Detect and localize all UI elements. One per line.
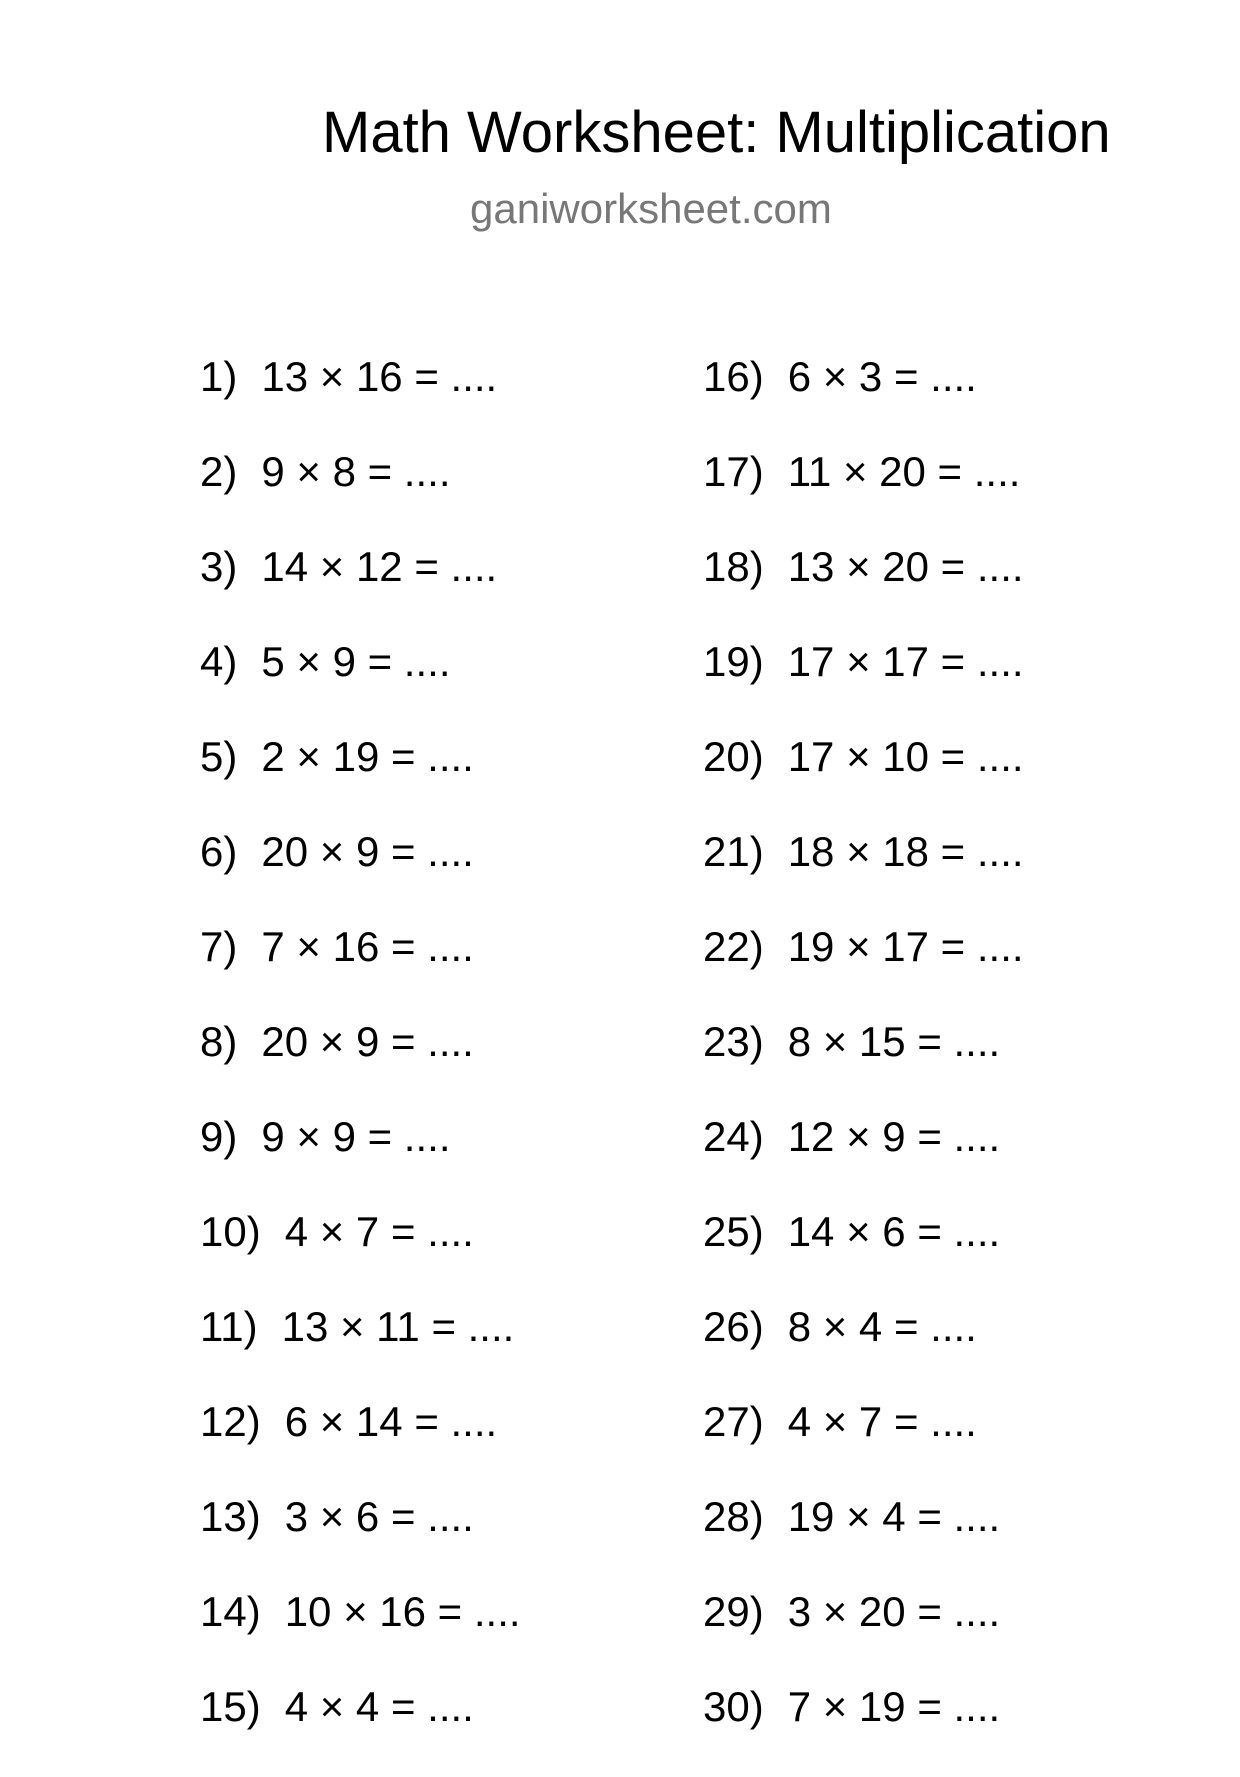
problem-item — [200, 1682, 521, 1777]
problem-number: 4) — [200, 638, 238, 685]
problem-number: 10) — [200, 1208, 261, 1255]
problem-number: 21) — [703, 828, 764, 875]
problem-number: 25) — [703, 1208, 764, 1255]
problem-expression: 19 × 17 = .... — [787, 923, 1024, 970]
problem-expression: 13 × 11 = .... — [281, 1303, 515, 1350]
problem-expression: 13 × 20 = .... — [787, 543, 1024, 590]
problem-expression: 3 × 20 = .... — [787, 1588, 1001, 1635]
problem-item — [200, 352, 521, 447]
problem-expression: 20 × 9 = .... — [261, 828, 474, 875]
problem-column-left — [200, 352, 521, 1777]
problem-expression: 3 × 6 = .... — [284, 1493, 474, 1540]
problem-expression: 4 × 7 = .... — [284, 1208, 474, 1255]
page-title: Math Worksheet: Multiplication — [322, 100, 1111, 165]
problem-number: 27) — [703, 1398, 764, 1445]
problem-number: 28) — [703, 1493, 764, 1540]
problem-number: 11) — [200, 1303, 258, 1350]
problem-number: 22) — [703, 923, 764, 970]
problem-number: 18) — [703, 543, 764, 590]
problem-item — [200, 447, 521, 542]
problem-item — [703, 542, 1024, 637]
problem-expression: 4 × 4 = .... — [284, 1683, 474, 1730]
problem-expression: 11 × 20 = .... — [787, 448, 1021, 495]
problem-expression: 19 × 4 = .... — [787, 1493, 1001, 1540]
problem-column-right — [703, 352, 1024, 1777]
problem-expression: 5 × 9 = .... — [261, 638, 451, 685]
problem-expression: 8 × 15 = .... — [787, 1018, 1001, 1065]
problem-number: 2) — [200, 448, 238, 495]
problem-item — [703, 732, 1024, 827]
problem-number: 8) — [200, 1018, 238, 1065]
problem-number: 26) — [703, 1303, 764, 1350]
problem-item — [200, 1207, 521, 1302]
problem-number: 7) — [200, 923, 238, 970]
problem-number: 12) — [200, 1398, 261, 1445]
problem-item — [703, 922, 1024, 1017]
site-url: ganiworksheet.com — [470, 185, 832, 232]
problem-item — [200, 1112, 521, 1207]
problem-item — [703, 1587, 1024, 1682]
problem-item — [200, 542, 521, 637]
problem-item — [200, 1017, 521, 1112]
problem-item — [200, 1587, 521, 1682]
problem-expression: 6 × 3 = .... — [787, 353, 977, 400]
problem-expression: 9 × 9 = .... — [261, 1113, 451, 1160]
problem-number: 14) — [200, 1588, 261, 1635]
problem-number: 17) — [703, 448, 764, 495]
problem-expression: 9 × 8 = .... — [261, 448, 451, 495]
problem-expression: 14 × 6 = .... — [787, 1208, 1001, 1255]
problem-number: 9) — [200, 1113, 238, 1160]
problem-number: 5) — [200, 733, 238, 780]
problem-item — [703, 352, 1024, 447]
problem-number: 30) — [703, 1683, 764, 1730]
problem-number: 16) — [703, 353, 764, 400]
problem-number: 23) — [703, 1018, 764, 1065]
problem-number: 15) — [200, 1683, 261, 1730]
problem-item — [703, 1017, 1024, 1112]
problem-item — [703, 1112, 1024, 1207]
problem-item — [703, 1397, 1024, 1492]
problem-item — [703, 1682, 1024, 1777]
problem-item — [200, 637, 521, 732]
problem-item — [200, 827, 521, 922]
problem-item — [200, 1492, 521, 1587]
problem-item — [200, 1302, 521, 1397]
problem-expression: 18 × 18 = .... — [787, 828, 1024, 875]
problem-item — [703, 1207, 1024, 1302]
problem-number: 3) — [200, 543, 238, 590]
problem-expression: 14 × 12 = .... — [261, 543, 498, 590]
problem-number: 19) — [703, 638, 764, 685]
problem-expression: 17 × 10 = .... — [787, 733, 1024, 780]
problem-expression: 7 × 19 = .... — [787, 1683, 1001, 1730]
problem-item — [200, 732, 521, 827]
problem-item — [703, 1492, 1024, 1587]
problem-expression: 8 × 4 = .... — [787, 1303, 977, 1350]
problem-number: 6) — [200, 828, 238, 875]
problem-expression: 12 × 9 = .... — [787, 1113, 1001, 1160]
problem-item — [200, 922, 521, 1017]
problem-number: 20) — [703, 733, 764, 780]
problem-expression: 13 × 16 = .... — [261, 353, 498, 400]
problem-expression: 6 × 14 = .... — [284, 1398, 498, 1445]
problem-number: 29) — [703, 1588, 764, 1635]
problem-item — [703, 637, 1024, 732]
problem-item — [703, 1302, 1024, 1397]
problem-number: 1) — [200, 353, 238, 400]
problem-item — [703, 827, 1024, 922]
problem-expression: 10 × 16 = .... — [284, 1588, 521, 1635]
problem-number: 13) — [200, 1493, 261, 1540]
problem-expression: 20 × 9 = .... — [261, 1018, 474, 1065]
problem-expression: 7 × 16 = .... — [261, 923, 474, 970]
problem-expression: 17 × 17 = .... — [787, 638, 1024, 685]
problem-item — [200, 1397, 521, 1492]
problem-expression: 4 × 7 = .... — [787, 1398, 977, 1445]
problem-item — [703, 447, 1024, 542]
problem-number: 24) — [703, 1113, 764, 1160]
problem-expression: 2 × 19 = .... — [261, 733, 474, 780]
